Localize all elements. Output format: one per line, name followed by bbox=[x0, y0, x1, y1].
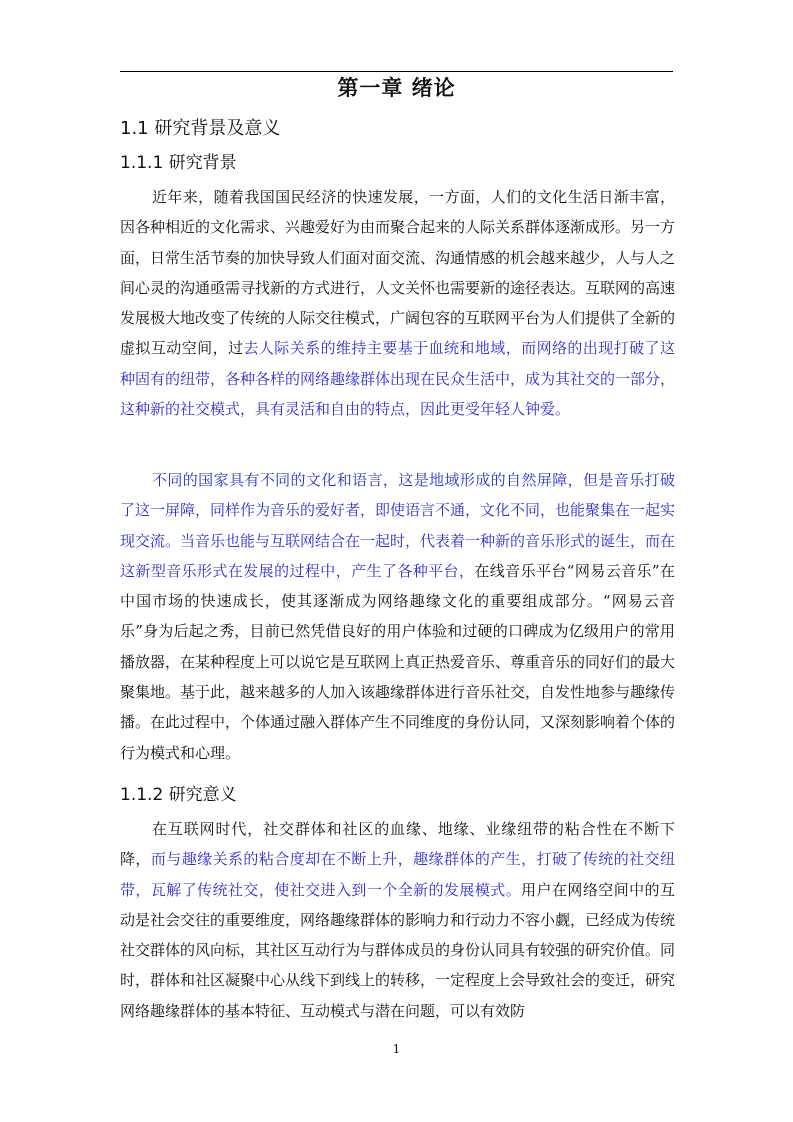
chapter-title: 第一章 绪论 bbox=[337, 76, 456, 100]
paragraph-text: 在互联网时代，社交群体和社区的血缘、地缘、业缘纽带的粘合性在不断下降， bbox=[120, 820, 675, 869]
paragraph-research-significance bbox=[120, 814, 675, 1026]
section-heading-1-1: 1.1 研究背景及意义 bbox=[120, 118, 281, 139]
subsection-heading-1-1-2: 1.1.2 研究意义 bbox=[120, 785, 237, 805]
page-number: 1 bbox=[392, 1042, 401, 1056]
highlighted-text: 而与趣缘关系的粘合度却在不断上升，趣缘群体的产生，打破了传统的社交纽带，瓦解了传统社交，使社交进入到一个全新的发展模式。 bbox=[120, 850, 675, 899]
paragraph-text: 在线音乐平台“网易云音乐”在中国市场的快速成长，使其逐渐成为网络趣缘文化的重要组成部分。“网易云音乐”身为后起之秀，目前已然凭借良好的用户体验和过硬的口碑成为亿级用户的常用播放器，在某种程度上可以说它是互联网上真正热爱音乐、尊重音乐的同好们的最大聚集地。基于此，越来越多的人加入该趣缘群体进行音乐社交，自发性地参与趣缘传播。在此过程中，个体通过融入群体产生不同维度的身份认同，又深刻影响着个体的行为模式和心理。 bbox=[120, 561, 676, 762]
paragraph-text: 用户在网络空间中的互动是社会交往的重要维度，网络趣缘群体的影响力和行动力不容小觑，已经成为传统社交群体的风向标，其社区互动行为与群体成员的身份认同具有较强的研究价值。同时，群体和社区凝聚中心从线下到线上的转移，一定程度上会导致社会的变迁，研究网络趣缘群体的基本特征、互动模式与潜在问题，可以有效防 bbox=[120, 880, 676, 1020]
paragraph-research-background-2 bbox=[120, 465, 675, 768]
subsection-heading-1-1-1: 1.1.1 研究背景 bbox=[120, 153, 237, 173]
highlighted-text: 不同的国家具有不同的文化和语言，这是地域形成的自然屏障，但是音乐打破了这一屏障，同样作为音乐的爱好者，即使语言不通，文化不同，也能聚集在一起实现交流。当音乐也能与互联网结合在一起时，代表着一种新的音乐形式的诞生，而在这新型音乐形式在发展的过程中，产生了各种平台， bbox=[120, 471, 676, 580]
header-rule bbox=[120, 71, 673, 72]
paragraph-text: 近年来，随着我国国民经济的快速发展，一方面，人们的文化生活日渐丰富，因各种相近的文化需求、兴趣爱好为由而聚合起来的人际关系群体逐渐成形。另一方面，日常生活节奏的加快导致人们面对面交流、沟通情感的机会越来越少，人与人之间心灵的沟通亟需寻找新的方式进行，人文关怀也需要新的途径表达。互联网的高速发展极大地改变了传统的人际交往模式，广阔包容的互联网平台为人们提供了全新的虚拟互动空间，过 bbox=[120, 188, 676, 358]
paragraph-research-background-1 bbox=[120, 182, 675, 424]
highlighted-text: 去人际关系的维持主要基于血统和地域，而网络的出现打破了这种固有的纽带，各种各样的网络趣缘群体出现在民众生活中，成为其社交的一部分，这种新的社交模式，具有灵活和自由的特点，因此更受年轻人钟爱。 bbox=[120, 339, 676, 419]
